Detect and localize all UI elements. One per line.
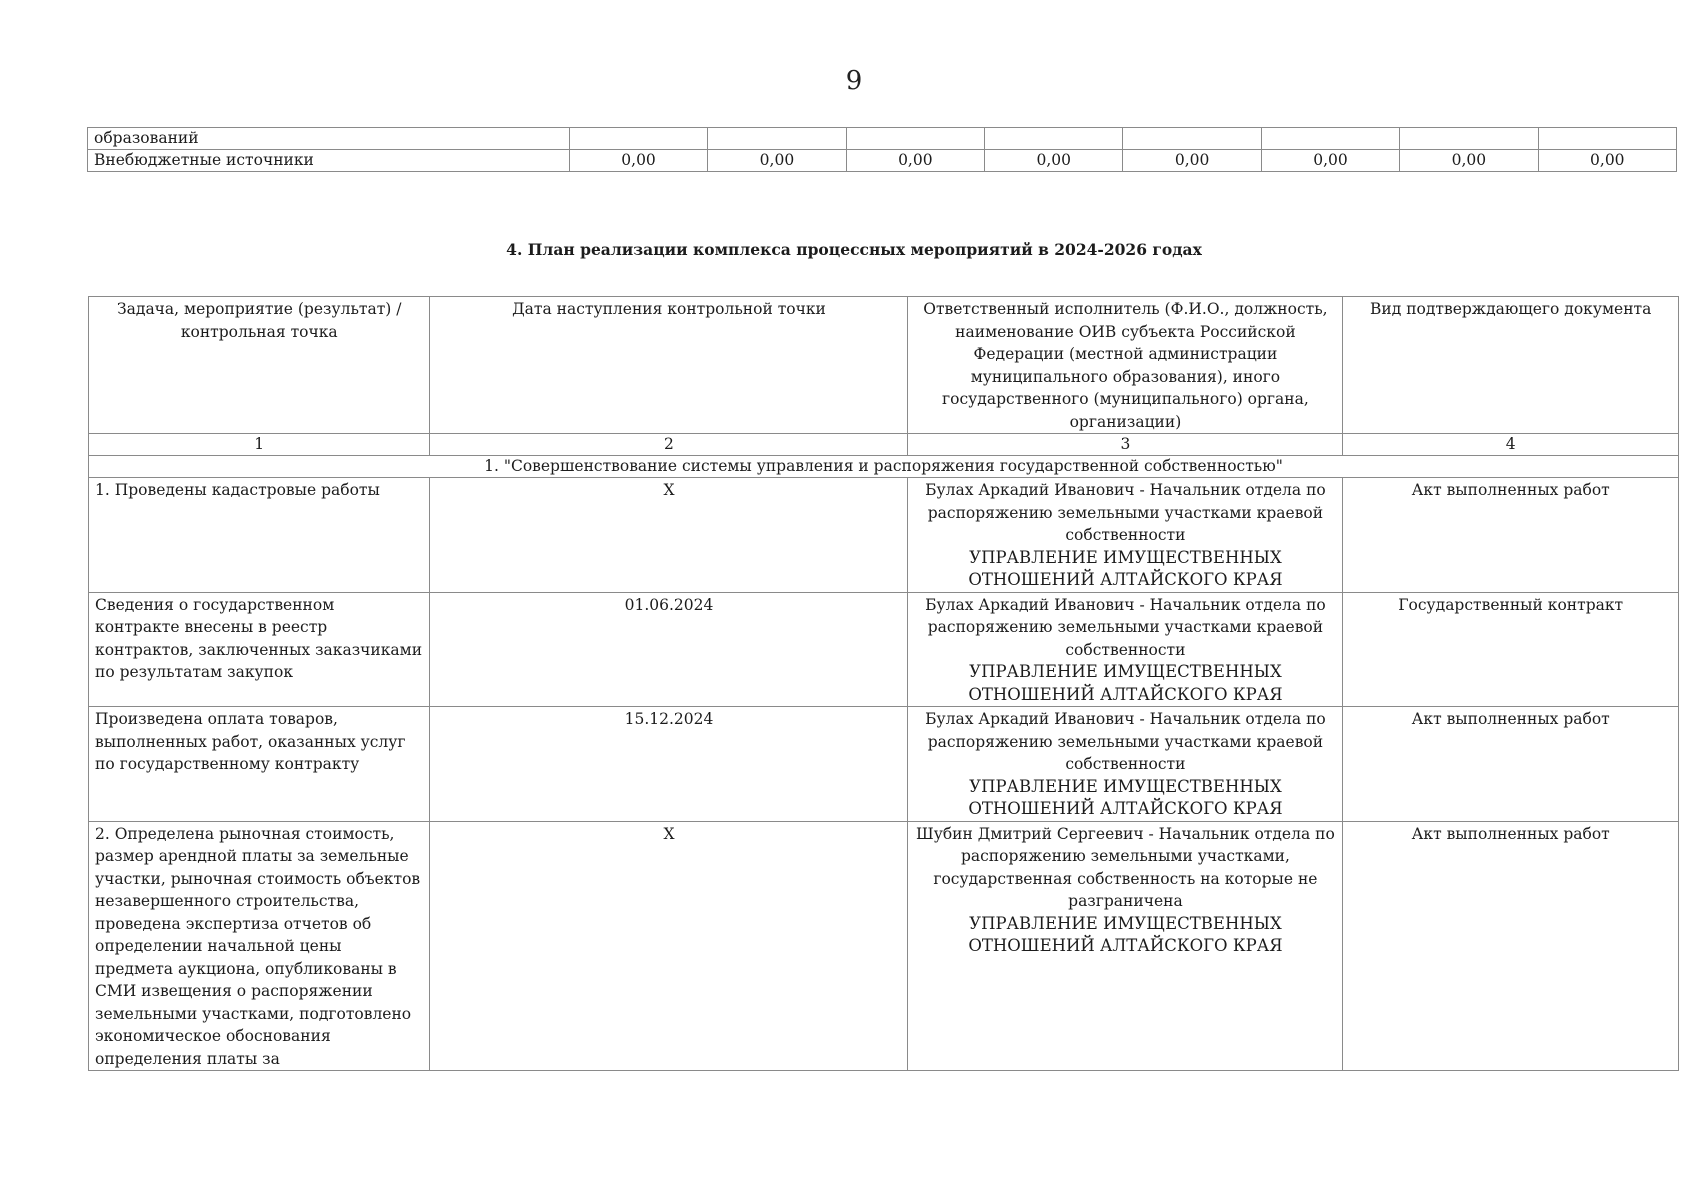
document-cell: Акт выполненных работ (1343, 478, 1679, 593)
table-row (89, 478, 1679, 593)
date-cell: X (430, 478, 908, 593)
column-number-row (89, 434, 1679, 456)
executor-text: Булах Аркадий Иванович - Начальник отдела по распоряжению земельными участками краевой собственности (925, 595, 1326, 659)
value-cell: 0,00 (569, 150, 707, 172)
document-cell: Государственный контракт (1343, 592, 1679, 707)
section-row (89, 456, 1679, 478)
value-cell (708, 128, 846, 150)
column-number: 1 (89, 434, 430, 456)
document-cell: Акт выполненных работ (1343, 707, 1679, 822)
value-cell (846, 128, 984, 150)
organization-text: УПРАВЛЕНИЕ ИМУЩЕСТВЕННЫХ ОТНОШЕНИЙ АЛТАЙСКОГО КРАЯ (968, 662, 1283, 704)
table-row (89, 821, 1679, 1071)
page-number: 9 (845, 66, 863, 96)
value-cell: 0,00 (708, 150, 846, 172)
date-cell: X (430, 821, 908, 1071)
value-cell: 0,00 (1123, 150, 1261, 172)
executor-text: Шубин Дмитрий Сергеевич - Начальник отдела по распоряжению земельными участками, государственная собственность на которые не разграничена (916, 824, 1335, 910)
executor-cell (908, 821, 1343, 1071)
column-number: 3 (908, 434, 1343, 456)
plan-table (88, 296, 1679, 1071)
column-header: Вид подтверждающего документа (1343, 297, 1679, 434)
executor-cell (908, 707, 1343, 822)
value-cell (1400, 128, 1538, 150)
date-cell: 15.12.2024 (430, 707, 908, 822)
task-cell: 2. Определена рыночная стоимость, размер арендной платы за земельные участки, рыночная стоимость объектов незавершенного строительства, проведена экспертиза отчетов об определении начальной цены предмета аукциона, опубликованы в СМИ извещения о распоряжении земельными участками, подготовлено экономическое обоснования определения платы за (89, 821, 430, 1071)
value-cell (1123, 128, 1261, 150)
table-row (88, 128, 1677, 150)
value-cell (1538, 128, 1676, 150)
value-cell (569, 128, 707, 150)
column-header: Ответственный исполнитель (Ф.И.О., должность, наименование ОИВ субъекта Российской Федерации (местной администрации муниципального образования), иного государственного (муниципального) органа, организации) (908, 297, 1343, 434)
document-cell: Акт выполненных работ (1343, 821, 1679, 1071)
table-row (89, 592, 1679, 707)
funding-table-fragment (87, 127, 1677, 172)
organization-text: УПРАВЛЕНИЕ ИМУЩЕСТВЕННЫХ ОТНОШЕНИЙ АЛТАЙСКОГО КРАЯ (968, 547, 1283, 589)
executor-cell (908, 478, 1343, 593)
section-title: 4. План реализации комплекса процессных мероприятий в 2024-2026 годах (506, 240, 1202, 259)
executor-cell (908, 592, 1343, 707)
column-number: 2 (430, 434, 908, 456)
task-cell: Произведена оплата товаров, выполненных работ, оказанных услуг по государственному контракту (89, 707, 430, 822)
executor-text: Булах Аркадий Иванович - Начальник отдела по распоряжению земельными участками краевой собственности (925, 481, 1326, 544)
value-cell: 0,00 (1400, 150, 1538, 172)
table-row (89, 707, 1679, 822)
table-header-row (89, 297, 1679, 434)
column-header: Задача, мероприятие (результат) / контрольная точка (89, 297, 430, 434)
organization-text: УПРАВЛЕНИЕ ИМУЩЕСТВЕННЫХ ОТНОШЕНИЙ АЛТАЙСКОГО КРАЯ (968, 776, 1283, 818)
executor-text: Булах Аркадий Иванович - Начальник отдела по распоряжению земельными участками краевой собственности (925, 710, 1326, 773)
value-cell: 0,00 (1261, 150, 1399, 172)
table-row (88, 150, 1677, 172)
column-header: Дата наступления контрольной точки (430, 297, 908, 434)
column-number: 4 (1343, 434, 1679, 456)
section-heading: 1. "Совершенствование системы управления и распоряжения государственной собственностью" (89, 456, 1679, 478)
row-label: образований (88, 128, 570, 150)
value-cell (985, 128, 1123, 150)
organization-text: УПРАВЛЕНИЕ ИМУЩЕСТВЕННЫХ ОТНОШЕНИЙ АЛТАЙСКОГО КРАЯ (968, 913, 1283, 955)
value-cell: 0,00 (846, 150, 984, 172)
row-label: Внебюджетные источники (88, 150, 570, 172)
task-cell: Сведения о государственном контракте внесены в реестр контрактов, заключенных заказчиками по результатам закупок (89, 592, 430, 707)
date-cell: 01.06.2024 (430, 592, 908, 707)
value-cell (1261, 128, 1399, 150)
value-cell: 0,00 (1538, 150, 1676, 172)
task-cell: 1. Проведены кадастровые работы (89, 478, 430, 593)
value-cell: 0,00 (985, 150, 1123, 172)
